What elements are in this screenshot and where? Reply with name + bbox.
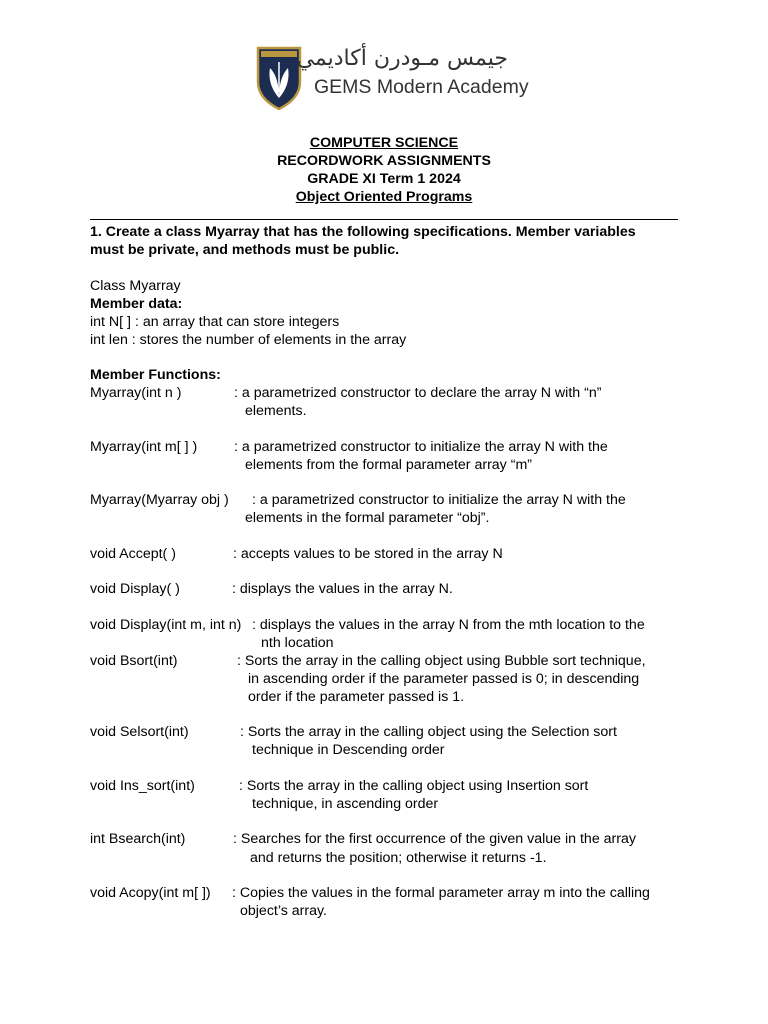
function-signature: void Acopy(int m[ ]) xyxy=(90,885,211,901)
function-description: : Copies the values in the formal parameter array m into the calling xyxy=(232,885,650,901)
function-description: technique, in ascending order xyxy=(252,796,439,812)
brand-name-arabic: جيمس مـودرن أكاديمي xyxy=(296,46,508,71)
function-description: elements from the formal parameter array “m” xyxy=(245,457,532,473)
function-signature: Myarray(int m[ ] ) xyxy=(90,439,198,455)
brand-name-english: GEMS Modern Academy xyxy=(314,76,529,98)
function-signature: void Display(int m, int n) xyxy=(90,617,242,633)
function-description: technique in Descending order xyxy=(252,742,445,758)
member-functions-heading: Member Functions: xyxy=(90,367,221,383)
function-description: nth location xyxy=(261,635,334,651)
function-signature: int Bsearch(int) xyxy=(90,831,186,847)
function-description: : accepts values to be stored in the array N xyxy=(233,546,503,562)
class-name: Class Myarray xyxy=(90,278,181,294)
function-description: : a parametrized constructor to initialize the array N with the xyxy=(252,492,626,508)
function-description: : a parametrized constructor to declare the array N with “n” xyxy=(234,385,602,401)
function-description: elements. xyxy=(245,403,307,419)
function-signature: void Bsort(int) xyxy=(90,653,178,669)
function-description: order if the parameter passed is 1. xyxy=(248,689,465,705)
question-line-1: 1. Create a class Myarray that has the following specifications. Member variables xyxy=(90,224,636,240)
function-description: and returns the position; otherwise it returns -1. xyxy=(250,850,547,866)
function-description: : displays the values in the array N. xyxy=(232,581,453,597)
function-description: elements in the formal parameter “obj”. xyxy=(245,510,490,526)
function-description: object’s array. xyxy=(240,903,328,919)
assignment-title: RECORDWORK ASSIGNMENTS xyxy=(277,153,491,169)
topic-title: Object Oriented Programs xyxy=(295,189,473,205)
function-signature: void Selsort(int) xyxy=(90,724,189,740)
function-signature: Myarray(int n ) xyxy=(90,385,182,401)
function-description: : a parametrized constructor to initialize the array N with the xyxy=(234,439,608,455)
function-signature: void Accept( ) xyxy=(90,546,176,562)
function-description: : Sorts the array in the calling object using Bubble sort technique, xyxy=(237,653,646,669)
member-data-item: int len : stores the number of elements in the array xyxy=(90,332,407,348)
function-signature: void Ins_sort(int) xyxy=(90,778,195,794)
shield-icon xyxy=(256,46,302,110)
function-description: : Sorts the array in the calling object using the Selection sort xyxy=(240,724,617,740)
function-description: : Sorts the array in the calling object using Insertion sort xyxy=(239,778,589,794)
grade-term-title: GRADE XI Term 1 2024 xyxy=(307,171,461,187)
function-description: in ascending order if the parameter passed is 0; in descending xyxy=(248,671,640,687)
school-logo xyxy=(256,46,529,112)
subject-title: COMPUTER SCIENCE xyxy=(309,135,459,151)
question-line-2: must be private, and methods must be public. xyxy=(90,242,400,258)
function-signature: void Display( ) xyxy=(90,581,180,597)
divider-line xyxy=(90,219,678,220)
function-description: : displays the values in the array N from the mth location to the xyxy=(252,617,645,633)
member-data-heading: Member data: xyxy=(90,296,183,312)
function-description: : Searches for the first occurrence of the given value in the array xyxy=(233,831,636,847)
member-data-item: int N[ ] : an array that can store integers xyxy=(90,314,340,330)
function-signature: Myarray(Myarray obj ) xyxy=(90,492,229,508)
